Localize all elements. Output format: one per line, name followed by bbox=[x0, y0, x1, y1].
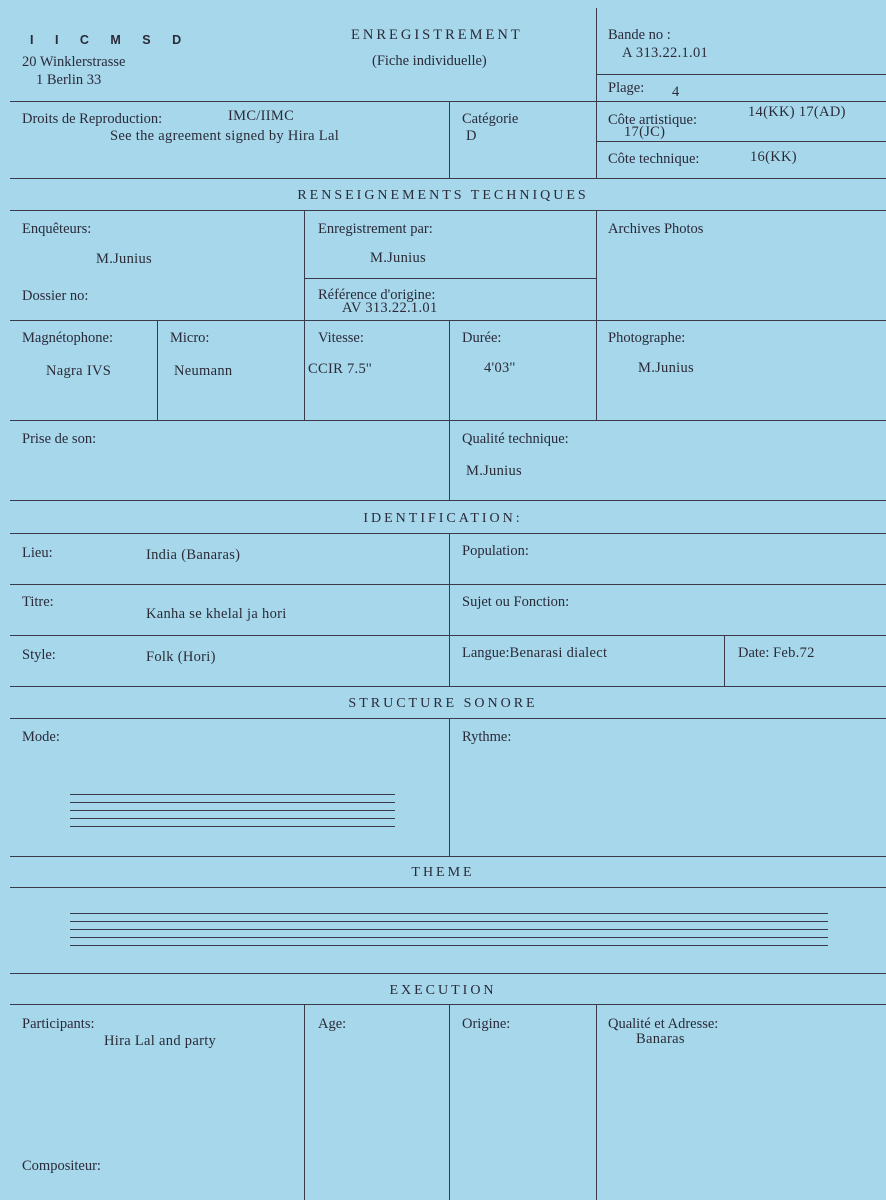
enregistrement-par-label: Enregistrement par: bbox=[318, 221, 433, 237]
cote-technique-label: Côte technique: bbox=[608, 151, 700, 167]
lieu-label: Lieu: bbox=[22, 545, 53, 561]
divider bbox=[596, 74, 886, 75]
plage-value: 4 bbox=[672, 84, 680, 100]
rights-label: Droits de Reproduction: bbox=[22, 111, 163, 127]
magnetophone-value: Nagra IVS bbox=[46, 363, 112, 379]
participants-label: Participants: bbox=[22, 1016, 95, 1032]
address-line-2: 1 Berlin 33 bbox=[36, 72, 102, 88]
divider bbox=[304, 210, 305, 420]
divider bbox=[10, 856, 886, 857]
categorie-label: Catégorie bbox=[462, 111, 519, 127]
langue-label-text: Langue: bbox=[462, 645, 510, 661]
divider bbox=[10, 718, 886, 719]
mode-label: Mode: bbox=[22, 729, 60, 745]
divider bbox=[10, 500, 886, 501]
section-theme: THEME bbox=[411, 865, 475, 880]
section-structure-sonore: STRUCTURE SONORE bbox=[348, 696, 538, 711]
staff-line bbox=[70, 921, 828, 922]
divider bbox=[10, 887, 886, 888]
enqueteurs-value: M.Junius bbox=[96, 251, 152, 267]
section-identification: IDENTIFICATION: bbox=[363, 511, 523, 526]
form-subtitle: (Fiche individuelle) bbox=[372, 53, 487, 69]
micro-label: Micro: bbox=[170, 330, 210, 346]
staff-line bbox=[70, 937, 828, 938]
divider bbox=[157, 320, 158, 420]
divider bbox=[596, 210, 597, 420]
age-label: Age: bbox=[318, 1016, 347, 1032]
langue-label bbox=[462, 645, 607, 661]
magnetophone-label: Magnétophone: bbox=[22, 330, 114, 346]
langue-value: Benarasi dialect bbox=[509, 645, 608, 661]
enregistrement-par-value: M.Junius bbox=[370, 250, 426, 266]
cote-artistique-label: Côte artistique: bbox=[608, 112, 697, 128]
cote-artistique-value-2: 17(JC) bbox=[624, 124, 666, 140]
style-label: Style: bbox=[22, 647, 56, 663]
divider bbox=[724, 635, 725, 686]
divider bbox=[10, 101, 886, 102]
divider bbox=[10, 1004, 886, 1005]
divider bbox=[449, 718, 450, 856]
archives-label: Archives Photos bbox=[608, 221, 704, 237]
staff-line bbox=[70, 826, 395, 827]
prise-de-son-label: Prise de son: bbox=[22, 431, 97, 447]
plage-label: Plage: bbox=[608, 80, 645, 96]
divider bbox=[449, 533, 450, 686]
categorie-value: D bbox=[466, 128, 477, 144]
enqueteurs-label: Enquêteurs: bbox=[22, 221, 92, 237]
address-line-1: 20 Winklerstrasse bbox=[22, 54, 126, 70]
divider bbox=[10, 420, 886, 421]
dossier-label: Dossier no: bbox=[22, 288, 89, 304]
qualite-technique-label: Qualité technique: bbox=[462, 431, 569, 447]
style-value: Folk (Hori) bbox=[146, 649, 216, 665]
duree-value: 4'03'' bbox=[484, 360, 516, 376]
divider bbox=[10, 320, 886, 321]
staff-line bbox=[70, 929, 828, 930]
cote-artistique-value: 14(KK) 17(AD) bbox=[748, 104, 846, 120]
qualite-technique-value: M.Junius bbox=[466, 463, 522, 479]
photographe-label: Photographe: bbox=[608, 330, 686, 346]
divider bbox=[10, 178, 886, 179]
duree-label: Durée: bbox=[462, 330, 502, 346]
bande-label: Bande no : bbox=[608, 27, 671, 43]
photographe-value: M.Junius bbox=[638, 360, 694, 376]
divider bbox=[449, 320, 450, 500]
staff-line bbox=[70, 913, 828, 914]
rights-value: IMC/IIMC bbox=[228, 108, 295, 124]
divider bbox=[596, 8, 597, 178]
micro-value: Neumann bbox=[174, 363, 233, 379]
qualite-adresse-value: Banaras bbox=[636, 1031, 685, 1047]
divider bbox=[596, 141, 886, 142]
reference-label: Référence d'origine: bbox=[318, 287, 436, 303]
divider bbox=[449, 101, 450, 178]
divider bbox=[596, 1004, 597, 1200]
form-title: ENREGISTREMENT bbox=[351, 27, 523, 43]
vitesse-value: CCIR 7.5'' bbox=[308, 361, 372, 377]
reference-value: AV 313.22.1.01 bbox=[342, 300, 438, 316]
divider bbox=[449, 1004, 450, 1200]
section-execution: EXECUTION bbox=[389, 983, 497, 998]
divider bbox=[10, 973, 886, 974]
qualite-adresse-label: Qualité et Adresse: bbox=[608, 1016, 719, 1032]
divider bbox=[10, 210, 886, 211]
section-technical: RENSEIGNEMENTS TECHNIQUES bbox=[297, 188, 589, 203]
staff-line bbox=[70, 794, 395, 795]
staff-line bbox=[70, 818, 395, 819]
rights-note: See the agreement signed by Hira Lal bbox=[110, 128, 340, 144]
lieu-value: India (Banaras) bbox=[146, 547, 241, 563]
origine-label: Origine: bbox=[462, 1016, 511, 1032]
divider bbox=[10, 584, 886, 585]
divider bbox=[10, 686, 886, 687]
date-label: Date: bbox=[738, 645, 770, 661]
sujet-label: Sujet ou Fonction: bbox=[462, 594, 570, 610]
participants-value: Hira Lal and party bbox=[104, 1033, 217, 1049]
titre-value: Kanha se khelal ja hori bbox=[146, 606, 287, 622]
compositeur-label: Compositeur: bbox=[22, 1158, 101, 1174]
bande-value: A 313.22.1.01 bbox=[622, 45, 709, 61]
cote-technique-value: 16(KK) bbox=[750, 149, 797, 165]
vitesse-label: Vitesse: bbox=[318, 330, 364, 346]
divider bbox=[304, 1004, 305, 1200]
titre-label: Titre: bbox=[22, 594, 54, 610]
divider bbox=[10, 635, 886, 636]
rythme-label: Rythme: bbox=[462, 729, 512, 745]
staff-line bbox=[70, 810, 395, 811]
date-field bbox=[738, 645, 815, 661]
staff-line bbox=[70, 945, 828, 946]
org-name: I I C M S D bbox=[30, 33, 191, 47]
divider bbox=[304, 278, 596, 279]
staff-line bbox=[70, 802, 395, 803]
date-value: Feb.72 bbox=[773, 645, 815, 661]
divider bbox=[10, 533, 886, 534]
population-label: Population: bbox=[462, 543, 529, 559]
